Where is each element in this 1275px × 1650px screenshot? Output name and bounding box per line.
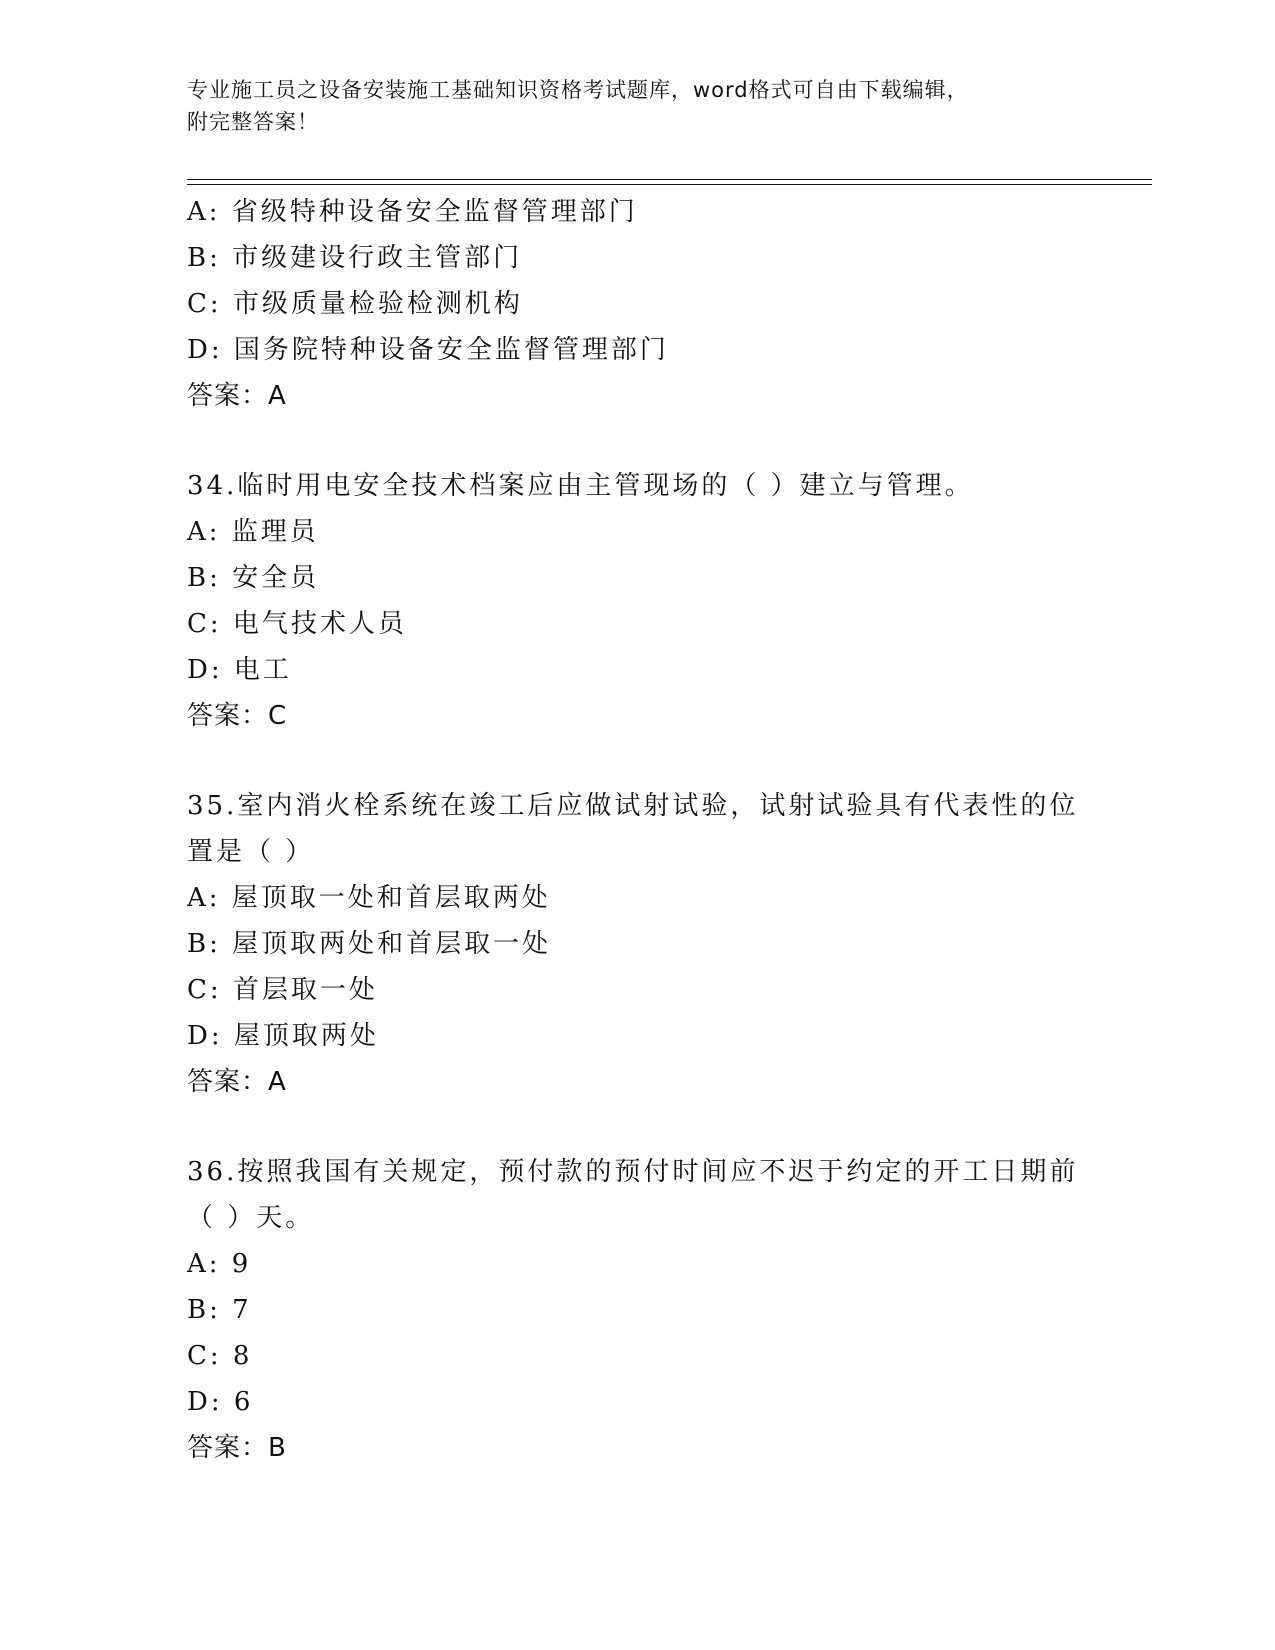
header-divider-bottom — [187, 184, 1152, 185]
option-c: C: 首层取一处 — [187, 975, 378, 1005]
option-c: C: 市级质量检验检测机构 — [187, 289, 523, 319]
option-b: B: 屋顶取两处和首层取一处 — [187, 929, 552, 959]
question-block-prev — [187, 189, 1087, 419]
answer-label: 答案：A — [187, 381, 287, 411]
question-block-35 — [187, 783, 1087, 1105]
option-b: B: 安全员 — [187, 563, 320, 593]
option-a: A: 9 — [187, 1249, 252, 1279]
answer-label: 答案：C — [187, 701, 288, 731]
option-d: D: 电工 — [187, 655, 292, 685]
question-text-line-1: 35.室内消火栓系统在竣工后应做试射试验，试射试验具有代表性的位 — [187, 791, 1079, 821]
option-b: B: 市级建设行政主管部门 — [187, 243, 523, 273]
option-d: D: 国务院特种设备安全监督管理部门 — [187, 335, 669, 365]
header-title-line-1: 专业施工员之设备安装施工基础知识资格考试题库，word格式可自由下载编辑， — [187, 78, 969, 102]
question-block-36 — [187, 1149, 1087, 1471]
option-a: A: 监理员 — [187, 517, 319, 547]
option-a: A: 屋顶取一处和首层取两处 — [187, 883, 551, 913]
question-block-34 — [187, 463, 1087, 739]
question-text-line-1: 36.按照我国有关规定，预付款的预付时间应不迟于约定的开工日期前 — [187, 1157, 1079, 1187]
question-text: 34.临时用电安全技术档案应由主管现场的（ ）建立与管理。 — [187, 471, 974, 501]
header-title-line-2: 附完整答案！ — [187, 110, 319, 134]
option-b: B: 7 — [187, 1295, 252, 1325]
answer-label: 答案：B — [187, 1433, 287, 1463]
option-c: C: 8 — [187, 1341, 253, 1371]
option-d: D: 6 — [187, 1387, 254, 1417]
option-a: A: 省级特种设备安全监督管理部门 — [187, 197, 638, 227]
question-list — [187, 189, 1087, 1471]
header-divider-top — [187, 179, 1152, 180]
document-header — [187, 74, 1087, 138]
option-d: D: 屋顶取两处 — [187, 1021, 379, 1051]
question-text-line-2: （ ）天。 — [187, 1203, 315, 1233]
question-text-line-2: 置是（ ） — [187, 837, 315, 867]
answer-label: 答案：A — [187, 1067, 287, 1097]
option-c: C: 电气技术人员 — [187, 609, 407, 639]
